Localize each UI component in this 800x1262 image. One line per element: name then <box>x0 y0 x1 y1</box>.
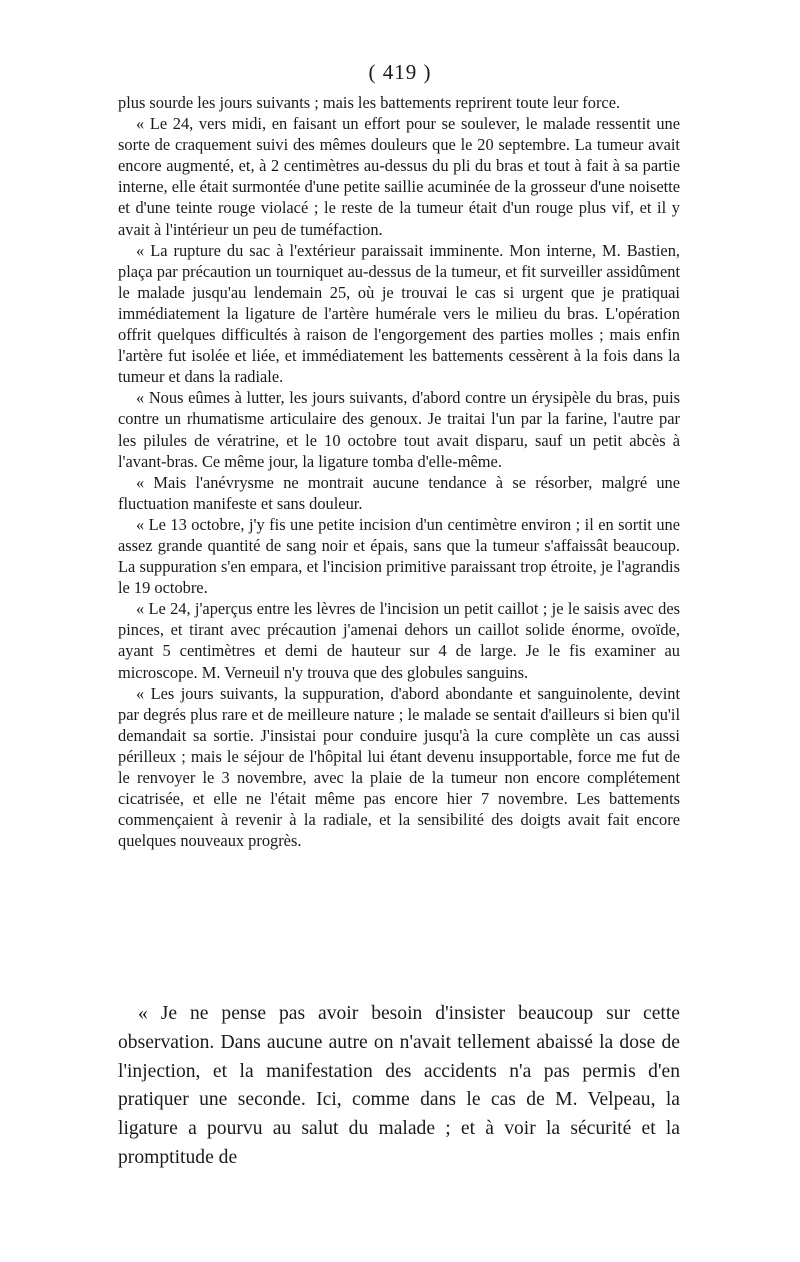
paragraph: « Le 13 octobre, j'y fis une petite incision d'un centimètre environ ; il en sortit une assez grande quantité de sang noir et épais, sans que la tumeur s'affaissât beaucoup. La suppuration s'en empara, et l'incision primitive paraissant trop étroite, je l'agrandis le 19 octobre. <box>118 514 680 598</box>
paragraph-continuation: plus sourde les jours suivants ; mais les battements reprirent toute leur force. <box>118 93 621 112</box>
case-report-text <box>118 92 680 851</box>
paragraph: « Les jours suivants, la suppuration, d'abord abondante et sanguinolente, devint par degrés plus rare et de meilleure nature ; le malade se sentait d'ailleurs si bien qu'il demandait sa sortie. J'insistai pour conduire jusqu'à la cure complète un cas aussi périlleux ; mais le séjour de l'hôpital lui étant devenu insupportable, force me fut de le renvoyer le 3 novembre, avec la plaie de la tumeur non encore complétement cicatrisée, et elle ne l'était même pas encore hier 7 novembre. Les battements commençaient à revenir à la radiale, et la sensibilité des doigts avait fait encore quelques nouveaux progrès. <box>118 683 680 851</box>
paragraph: « Le 24, vers midi, en faisant un effort pour se soulever, le malade ressentit une sorte de craquement suivi des mêmes douleurs que le 20 septembre. La tumeur avait encore augmenté, et, à 2 centimètres au-dessus du pli du bras et tout à fait à sa partie interne, elle était surmontée d'une petite saillie acuminée de la grosseur d'une noisette et d'une teinte rouge violacé ; le reste de la tumeur était d'un rouge plus vif, et il y avait à l'intérieur un peu de tuméfaction. <box>118 114 680 239</box>
page-number: ( 419 ) <box>368 60 432 84</box>
paragraph: « Le 24, j'aperçus entre les lèvres de l'incision un petit caillot ; je le saisis avec des pinces, et tirant avec précaution j'amenai dehors un caillot solide énorme, ovoïde, ayant 5 centimètres et demi de hauteur sur 4 de large. Je le fis examiner au microscope. M. Verneuil n'y trouva que des globules sanguins. <box>118 599 680 682</box>
paragraph: « Mais l'anévrysme ne montrait aucune tendance à se résorber, malgré une fluctuation manifeste et sans douleur. <box>118 472 680 513</box>
paragraph: « La rupture du sac à l'extérieur paraissait imminente. Mon interne, M. Bastien, plaça par précaution un tourniquet au-dessus de la tumeur, et fit surveiller assidûment le malade jusqu'au lendemain 25, où je trouvai le cas si urgent que je pratiquai immédiatement la ligature de l'artère humérale vers le milieu du bras. L'opération offrit quelques difficultés à raison de l'engorgement des parties molles ; mais enfin l'artère fut isolée et liée, et immédiatement les battements cessèrent à la fois dans la tumeur et dans la radiale. <box>118 240 680 387</box>
paragraph: « Nous eûmes à lutter, les jours suivants, d'abord contre un érysipèle du bras, puis contre un rhumatisme articulaire des genoux. Je traitai l'un par la farine, l'autre par les pilules de vératrine, et le 10 octobre tout avait disparu, sauf un petit abcès à l'avant-bras. Ce même jour, la ligature tomba d'elle-même. <box>118 388 680 471</box>
commentary-text <box>118 1000 680 1173</box>
paragraph: « Je ne pense pas avoir besoin d'insister beaucoup sur cette observation. Dans aucune autre on n'avait tellement abaissé la dose de l'injection, et la manifestation des accidents n'a pas permis d'en pratiquer une seconde. Ici, comme dans le cas de M. Velpeau, la ligature a pourvu au salut du malade ; et à voir la sécurité et la promptitude de <box>118 1003 680 1168</box>
